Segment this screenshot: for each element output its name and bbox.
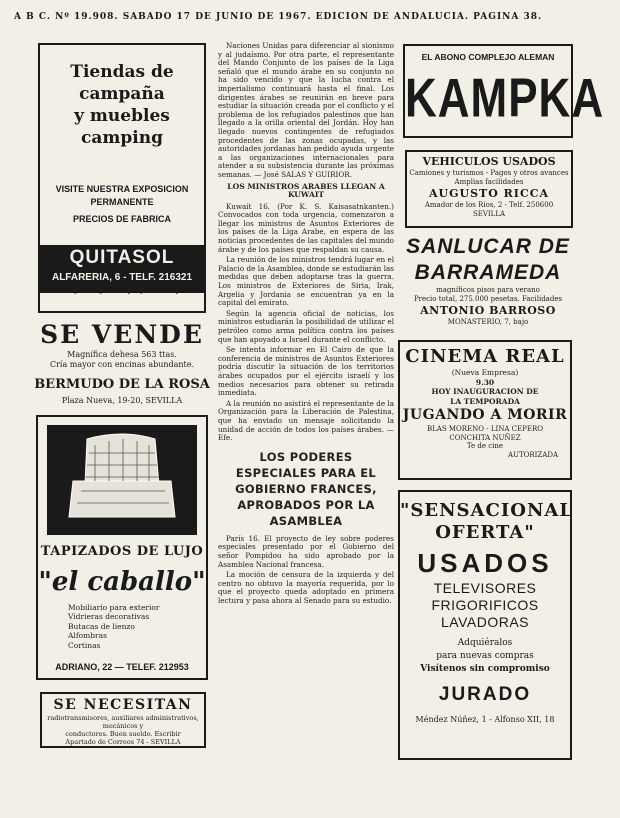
ad-vehiculos (405, 150, 573, 228)
ad-tapizados-address: ADRIANO, 22 — TELEF. 212953 (55, 662, 189, 672)
ad-vehiculos-line1: Camiones y turismos - Pagos y otros avances (409, 169, 569, 177)
ad-se-necesitan (40, 692, 206, 748)
ad-sanlucar-title1: SANLUCAR DE (406, 235, 570, 258)
ad-tapizados-title: TAPIZADOS DE LUJO (40, 544, 204, 559)
ad-tiendas-line3: PRECIOS DE FABRICA (72, 214, 171, 224)
ad-necesitan-title: SE NECESITAN (53, 697, 193, 713)
ad-oferta-brand: JURADO (438, 684, 532, 705)
ad-sanlucar-line2: Precio total, 275.000 pesetas. Facilidades (413, 294, 563, 303)
article-paragraph: Según la agencia oficial de noticias, los ministros estudiarán la posibilidad de utilizar el petróleo como arma política contra los países que han apoyado a Israel durante el conflicto. (218, 308, 394, 344)
ad-cinema-line2: LA TEMPORADA (450, 396, 520, 406)
ad-vehiculos-title: VEHICULOS USADOS (422, 155, 556, 168)
ad-vehiculos-city: SEVILLA (472, 209, 506, 218)
ad-cinema-line3: BLAS MORENO - LINA CEPERO (427, 425, 543, 433)
ad-vehiculos-address: Amador de los Ríos, 2 - Telf. 250600 (424, 201, 554, 210)
ad-oferta-item2: FRIGORIFICOS (431, 597, 539, 613)
ad-oferta-title3: USADOS (417, 548, 553, 578)
ad-necesitan-line3: Apartado de Correos 74 - SEVILLA (65, 738, 181, 746)
ad-cinema-time: 9.30 (475, 377, 495, 387)
ad-tapizados-line1: Mobiliario para exterior (68, 603, 160, 612)
ad-tiendas-address: ALFARERIA, 6 - TELF. 216321 (51, 272, 193, 283)
ad-se-vende (34, 320, 210, 412)
article-paragraph: La reunión de los ministros tendrá lugar en el Palacio de la Asamblea, donde se estudiarán las medidas que deben adoptarse tras la guerra. Los ministros de Exteriores de Siria, Irak, Argelia y Jordania se encuentran ya en la capital del emirato. (218, 255, 394, 308)
ad-tiendas-brand: QUITASOL (69, 247, 175, 268)
ad-oferta-item1: TELEVISORES (433, 580, 537, 596)
ad-cinema-subtitle: (Nueva Empresa) (451, 368, 519, 377)
news-column (218, 42, 394, 692)
ad-vehiculos-name: AUGUSTO RICCA (429, 187, 549, 201)
ad-vende-title: SE VENDE (40, 320, 204, 349)
ad-oferta-title1: "SENSACIONAL (400, 500, 574, 521)
article-paragraph: Kuwait 16. (Por K. S. Kaisasatnkanten.) Convocados con toda urgencia, comenzaron a llegar los ministros de Asuntos Exteriores de los países de la Liga Arabe, en espera de las noticias procedentes de las capitales del mundo árabe y de los países que respaldan su causa. (218, 201, 394, 254)
article-paragraph: Naciones Unidas para diferenciar al sionismo y al judaísmo. Por otra parte, el representante del Mando Conjunto de los países de la Liga señaló que el mundo árabe en su conjunto no ha sido vencido y que la lucha contra el imperialismo continuará hasta el final. Los dirigentes árabes se reunirán en breve para estudiar la situación creada por el conflicto y el problema de los refugiados palestinos que han llegado a la orilla oriental del Jordán. Hoy han llegado nuevos contingentes de refugiados procedentes de las zonas ocupadas, y las autoridades jordanas han pedido ayuda urgente a las organizaciones internacionales para atender a su subsistencia durante las próximas semanas. — José SALAS Y GUIRIOR. (218, 41, 394, 179)
article-paragraph: París 16. El proyecto de ley sobre poderes especiales presentado por el Gobierno del señor Pompidou ha sido aprobado por la Asamblea Nacional francesa. (218, 533, 394, 569)
ad-sanlucar-address: MONASTERIO, 7, bajo (447, 318, 529, 327)
article-paragraph: La moción de censura de la izquierda y del centro no obtuvo la mayoría requerida, por lo que el proyecto queda adoptado en primera lectura y pasa ahora al Senado para su estudio. (218, 570, 394, 605)
ad-tapizados (36, 415, 208, 680)
ad-tiendas-line2: PERMANENTE (90, 197, 154, 207)
ad-oferta (398, 490, 572, 760)
ad-oferta-item3: LAVADORAS (440, 614, 529, 630)
ad-vehiculos-line2: Amplias facilidades (454, 177, 524, 186)
ad-vende-name: BERMUDO DE LA ROSA (34, 377, 210, 392)
article-headline-large: LOS PODERES ESPECIALES PARA EL GOBIERNO FRANCES, APROBADOS POR LA ASAMBLEA (235, 449, 377, 528)
ad-oferta-address: Méndez Núñez, 1 - Alfonso XII, 18 (415, 715, 555, 724)
ad-vende-line1: Magnífica dehesa 563 ttas. (67, 350, 177, 359)
ad-sanlucar (398, 234, 578, 330)
ad-cinema-line1: HOY INAUGURACION DE (431, 387, 539, 396)
ad-cinema-line6: AUTORIZADA (508, 450, 558, 459)
ad-tiendas-line1: VISITE NUESTRA EXPOSICION (55, 184, 189, 194)
ad-cinema-line5: Te de cine (466, 442, 504, 451)
ad-cinema (398, 340, 572, 480)
article-paragraph: A la reunión no asistirá el representante de la Organización para la Liberación de Palestina, que ha enviado un mensaje solicitando la unidad de acción de todos los países árabes. — Efe. (218, 398, 394, 443)
ad-cinema-film: JUGANDO A MORIR (402, 407, 568, 423)
ad-necesitan-line1: radiotransmisores, auxiliares administrativos, mecánicos y (47, 714, 199, 730)
article-paragraph: Se intenta informar en El Cairo de que la conferencia de ministros de Asuntos Exteriores podría discutir la situación de los territorios árabes ocupados por el ejército israelí y los medios necesarios para obtener su retirada inmediata. (218, 345, 394, 398)
ad-oferta-line3: Visítenos sin compromiso (420, 664, 550, 674)
ad-tapizados-line2: Vidrieras decorativas (68, 612, 150, 622)
ad-tapizados-line3: Butacas de lienzo (68, 621, 135, 631)
article-headline: LOS MINISTROS ARABES LLEGAN A KUWAIT (227, 181, 385, 200)
ad-tiendas-title2: y muebles camping (74, 106, 170, 148)
ad-tapizados-line4: Alfombras (68, 631, 107, 641)
ad-tapizados-line5: Cortinas (68, 640, 101, 650)
ad-vende-address: Plaza Nueva, 19-20, SEVILLA (61, 396, 183, 405)
ad-vende-line2: Cría mayor con encinas abundante. (49, 360, 195, 369)
ad-oferta-title2: OFERTA" (435, 522, 535, 543)
ad-kampka-line1: EL ABONO COMPLEJO ALEMAN (421, 52, 555, 62)
ad-tiendas-title1: Tiendas de campaña (70, 62, 174, 104)
ad-necesitan-line2: conductores. Buen sueldo. Escribir (65, 730, 181, 738)
ad-oferta-line1: Adquiéralos (457, 638, 513, 648)
ad-oferta-line2: para nuevas compras (436, 651, 534, 661)
ad-cinema-title: CINEMA REAL (405, 346, 565, 367)
ad-tapizados-brand: "el caballo" (38, 567, 206, 597)
ad-kampka (403, 44, 605, 138)
ad-sanlucar-line1: magníficos pisos para verano (436, 286, 540, 294)
ad-sanlucar-title2: BARRAMEDA (414, 261, 562, 284)
page-header: A B C. Nº 19.908. SABADO 17 DE JUNIO DE 1967. EDICION DE ANDALUCIA. PAGINA 38. (14, 12, 543, 22)
armchair-illustration (47, 425, 197, 535)
ad-tiendas (38, 43, 206, 313)
ad-sanlucar-name: ANTONIO BARROSO (420, 304, 556, 318)
ad-cinema-line4: CONCHITA NUÑEZ (449, 433, 521, 442)
ad-kampka-brand: KAMPKA (405, 67, 605, 129)
